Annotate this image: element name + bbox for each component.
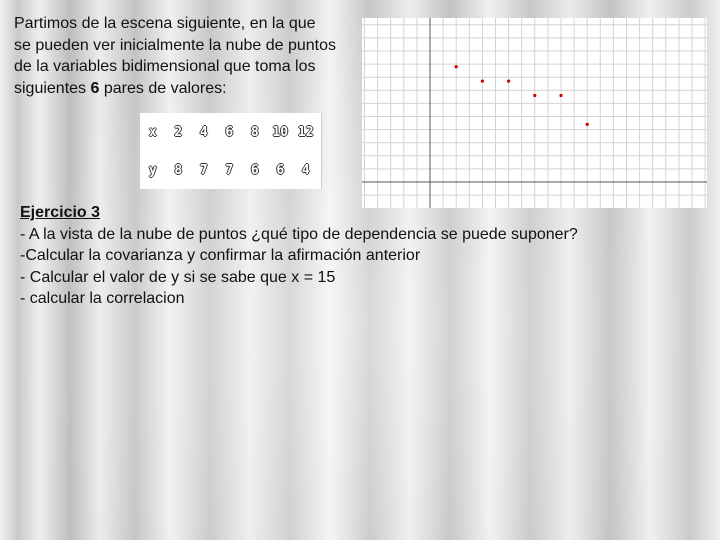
data-point xyxy=(586,123,589,126)
intro-line-4-pre: siguientes xyxy=(14,79,91,97)
table-row-y xyxy=(140,151,322,189)
exercise-line: - Calcular el valor de y si se sabe que x = 15 xyxy=(20,268,336,286)
table-border xyxy=(321,113,322,189)
table-y-value: 4 xyxy=(301,162,310,178)
table-x-value: 8 xyxy=(250,124,259,140)
exercise-line: -Calcular la covarianza y confirmar la afirmación anterior xyxy=(20,247,421,264)
scatter-plot xyxy=(362,18,707,208)
exercise-line: - calcular la correlacion xyxy=(20,290,185,307)
table-y-value: 8 xyxy=(174,162,183,178)
exercise-line: - A la vista de la nube de puntos ¿qué tipo de dependencia se puede suponer? xyxy=(20,225,578,243)
table-y-value: 7 xyxy=(225,162,234,178)
table-x-value: 2 xyxy=(174,124,183,140)
exercise-title: Ejercicio 3 xyxy=(20,204,101,221)
intro-line-4 xyxy=(14,78,384,100)
intro-line-3: de la variables bidimensional que toma los xyxy=(14,58,316,75)
scatter-plot-svg xyxy=(362,18,707,208)
exercise-block xyxy=(20,202,710,310)
table-x-value: 4 xyxy=(199,124,208,140)
intro-line-2: se pueden ver inicialmente la nube de puntos xyxy=(14,36,336,54)
intro-pair-count: 6 xyxy=(90,79,100,97)
intro-text xyxy=(14,13,384,99)
data-point xyxy=(507,80,510,83)
table-x-value: 6 xyxy=(225,124,234,140)
table-x-value: 10 xyxy=(272,124,289,140)
table-x-label: x xyxy=(148,124,157,140)
table-y-value: 6 xyxy=(276,162,285,178)
table-row-x xyxy=(140,113,322,151)
intro-line-4-post: pares de valores: xyxy=(99,79,227,97)
data-point xyxy=(559,94,562,97)
table-y-value: 7 xyxy=(199,162,208,178)
data-point xyxy=(533,94,536,97)
table-x-value: 12 xyxy=(297,124,314,140)
data-point xyxy=(455,65,458,68)
values-table xyxy=(140,113,322,189)
intro-line-1: Partimos de la escena siguiente, en la que xyxy=(14,15,316,32)
data-point xyxy=(481,80,484,83)
table-y-value: 6 xyxy=(250,162,259,178)
table-y-label: y xyxy=(148,162,157,178)
